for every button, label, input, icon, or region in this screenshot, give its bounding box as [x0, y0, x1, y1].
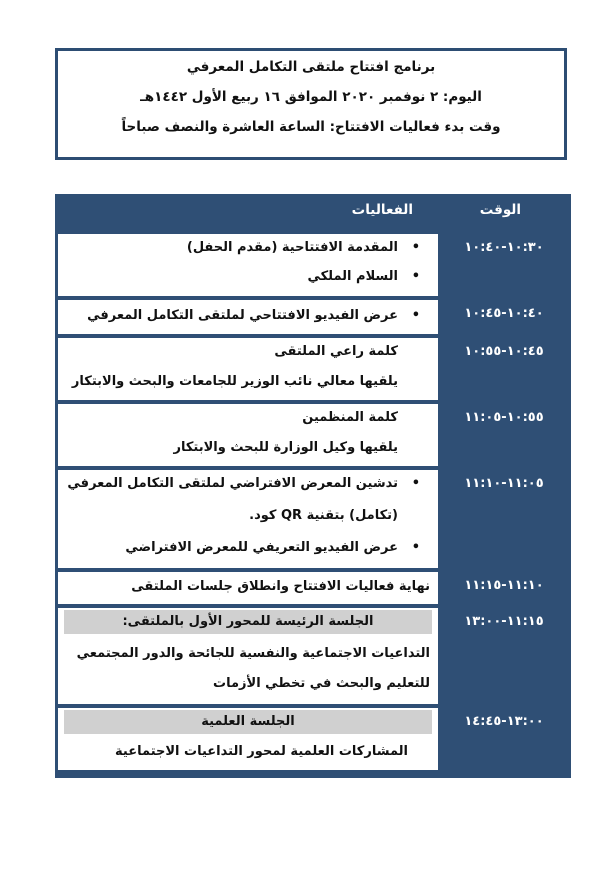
activity-line: • تدشين المعرض الافتراضي لملتقى التكامل المعرفي	[66, 476, 420, 491]
activity-line: • السلام الملكي	[66, 269, 420, 284]
activity-line: يلقيها معالي نائب الوزير للجامعات والبحث والابتكار	[71, 374, 398, 389]
program-header	[55, 48, 567, 160]
time-cell: ١١:١٠-١١:١٥	[464, 578, 544, 593]
table-row	[55, 404, 571, 466]
schedule-table	[55, 194, 571, 778]
table-row	[55, 234, 571, 296]
time-cell: ١٠:٣٠-١٠:٤٠	[464, 240, 544, 255]
activity-cell	[58, 300, 438, 334]
time-cell: ١١:٠٥-١١:١٠	[464, 476, 544, 491]
column-header-activities: الفعاليات	[351, 202, 413, 218]
program-date: اليوم: ٢ نوفمبر ٢٠٢٠ الموافق ١٦ ربيع الأول ١٤٤٢هـ	[140, 89, 482, 105]
table-row	[55, 608, 571, 704]
time-cell: ١٠:٤٥-١٠:٥٥	[464, 344, 544, 359]
activity-line: • المقدمة الافتتاحية (مقدم الحفل)	[66, 240, 420, 255]
activity-cell	[58, 470, 438, 568]
activity-line: يلقيها وكيل الوزارة للبحث والابتكار	[173, 440, 398, 455]
program-start-time: وقت بدء فعاليات الافتتاح: الساعة العاشرة والنصف صباحاً	[121, 119, 501, 135]
activity-cell	[58, 338, 438, 400]
time-cell: ١٠:٤٠-١٠:٤٥	[464, 306, 544, 321]
activity-line: (تكامل) بتقنية QR كود.	[249, 508, 398, 523]
activity-line: • عرض الفيديو الافتتاحي لملتقى التكامل المعرفي	[66, 308, 420, 323]
activity-cell	[58, 708, 438, 770]
activity-cell	[58, 404, 438, 466]
session-title-bar: الجلسة العلمية	[64, 710, 432, 734]
table-row	[55, 470, 571, 568]
table-row	[55, 708, 571, 770]
program-title: برنامج افتتاح ملتقى التكامل المعرفي	[186, 59, 436, 75]
time-cell: ١١:١٥-١٣:٠٠	[464, 614, 544, 629]
table-row	[55, 338, 571, 400]
activity-line: المشاركات العلمية لمحور التداعيات الاجتماعية	[115, 744, 408, 759]
activity-cell	[58, 572, 438, 604]
activity-line: نهاية فعاليات الافتتاح وانطلاق جلسات الملتقى	[131, 579, 430, 594]
activity-line: التداعيات الاجتماعية والنفسية للجائحة والدور المجتمعي	[76, 646, 430, 661]
activity-line: كلمة راعي الملتقى	[274, 344, 398, 359]
activity-line: كلمة المنظمين	[302, 410, 398, 425]
session-title-bar: الجلسة الرئيسة للمحور الأول بالملتقى:	[64, 610, 432, 634]
activity-cell	[58, 608, 438, 704]
time-cell: ١٠:٥٥-١١:٠٥	[464, 410, 544, 425]
activity-line: • عرض الفيديو التعريفي للمعرض الافتراضي	[66, 540, 420, 555]
column-header-time: الوقت	[479, 202, 521, 218]
activity-line: للتعليم والبحث في تخطي الأزمات	[213, 676, 430, 691]
activity-cell	[58, 234, 438, 296]
time-cell: ١٣:٠٠-١٤:٤٥	[464, 714, 544, 729]
table-row	[55, 572, 571, 604]
table-row	[55, 300, 571, 334]
